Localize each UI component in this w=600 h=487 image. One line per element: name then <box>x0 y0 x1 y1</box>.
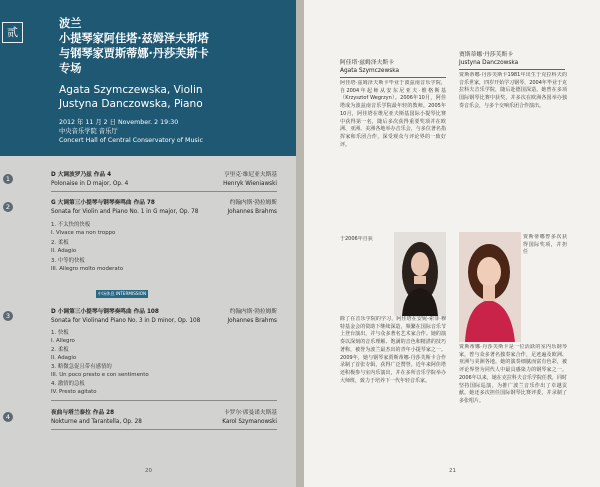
piece-title-en: Polonaise in D major, Op. 4 Henryk Wieniawski <box>51 181 277 187</box>
composer-cn: 约翰内斯·勃拉姆斯 <box>229 309 277 315</box>
biography-page <box>304 0 600 487</box>
composer-en: Henryk Wieniawski <box>223 181 277 187</box>
movement: 3. 中等的快板 <box>51 258 85 264</box>
title-line-1: 波兰 <box>59 17 82 30</box>
program-page <box>0 0 296 487</box>
movement: 3. 略微急促且带有感情的 <box>51 364 112 370</box>
piece-title-cn: G 大调第三小提琴与钢琴奏鸣曲 作品 78 约翰内斯·勃拉姆斯 <box>51 200 277 206</box>
item-number: 4 <box>3 412 13 422</box>
movement: 4. 激情的急板 <box>51 381 85 387</box>
composer-en: Johannes Brahms <box>227 318 277 324</box>
title-line-2: 小提琴家阿佳塔·兹姆泽夫斯塔 <box>59 32 209 45</box>
book-spine <box>296 0 304 487</box>
violinist-portrait-icon <box>394 232 446 316</box>
movement: I. Allegro <box>51 338 75 344</box>
item-number: 2 <box>3 202 13 212</box>
violinist-bio-side: 于2006年自获 <box>340 236 373 242</box>
pianist-name-cn: 贾斯蒂娜·丹莎芙斯卡 <box>459 52 514 58</box>
concert-header <box>0 0 296 156</box>
piece-title-en: Sonata for Violinand Piano No. 3 in D minor, Op. 108 Johannes Brahms <box>51 318 277 324</box>
movement: IV. Presto agitato <box>51 389 97 395</box>
composer-cn: 约翰内斯·勃拉姆斯 <box>229 200 277 206</box>
piece-title-en: Sonata for Violin and Piano No. 1 in G major, Op. 78 Johannes Brahms <box>51 209 277 215</box>
movement: 2. 柔板 <box>51 347 69 353</box>
violinist-name-cn: 阿佳塔·兹姆泽夫斯卡 <box>340 60 395 66</box>
divider <box>51 400 277 401</box>
movement: II. Adagio <box>51 248 77 254</box>
divider <box>459 69 565 70</box>
venue-cn: 中央音乐学院 音乐厅 <box>59 128 118 135</box>
movement: III. Allegro molto moderato <box>51 266 124 272</box>
divider <box>51 191 277 192</box>
movement: II. Adagio <box>51 355 77 361</box>
divider <box>340 77 446 78</box>
composer-cn: 卡罗尔·席曼诺夫斯基 <box>224 410 277 416</box>
divider <box>51 429 277 430</box>
title-line-4: 专场 <box>59 62 82 75</box>
movement: I. Vivace ma non troppo <box>51 230 116 236</box>
intermission-label: 中场休息 INTERMISSION <box>97 291 147 296</box>
violinist-bio-top: 阿佳塔·兹姆泽夫斯卡毕业于波兹南音乐学院，自2004年起师从安东尼亚夫·维格斯基（Krzysztof Wegrzyn）。2006年10月，阿佳塔成为波兹南音乐学院最年轻的教师。2005年10月，阿佳塔在维尼亚夫斯基国际小提琴比赛中获得第一名，随后多次获得重要奖项并在欧洲、亚洲、美洲各地举办音乐会，与多位著名指挥家和乐团合作，深受观众与评论界的一致好评。 <box>340 80 446 148</box>
composer-cn: 亨里克·维尼亚夫斯基 <box>224 172 277 178</box>
page-number: 21 <box>449 468 456 474</box>
pianist-bio-side: 贾斯蒂娜曾多次获得国际奖项，并担任 <box>523 234 567 256</box>
piece-title-cn: D 小调第三小提琴与钢琴奏鸣曲 作品 108 约翰内斯·勃拉姆斯 <box>51 309 277 315</box>
page-number: 20 <box>145 468 152 474</box>
movement: III. Un poco presto e con sentimento <box>51 372 149 378</box>
violinist-photo <box>394 232 446 316</box>
composer-en: Johannes Brahms <box>227 209 277 215</box>
pianist-name-en: Justyna Danczowska <box>459 60 519 66</box>
venue-en: Concert Hall of Central Conservatory of Music <box>59 137 203 144</box>
violinist-name-en: Agata Szymczewska <box>340 68 400 74</box>
item-number: 1 <box>3 174 13 184</box>
pianist-photo <box>459 232 521 342</box>
piece-title-cn: 夜曲与塔兰泰拉 作品 28 卡罗尔·席曼诺夫斯基 <box>51 410 277 416</box>
concert-number-badge: 贰 <box>2 22 23 43</box>
movement: 1. 快板 <box>51 330 69 336</box>
title-line-3: 与钢琴家贾斯蒂娜·丹莎芙斯卡 <box>59 47 209 60</box>
movement: 1. 不太快的快板 <box>51 222 91 228</box>
item-number: 3 <box>3 311 13 321</box>
pianist-bio-top: 贾斯蒂娜·丹莎芙斯卡1981年出生于克拉科夫的音乐世家，四岁开始学习钢琴，2004年毕业于克拉科夫音乐学院，随后赴德国深造。她曾在多项国际钢琴比赛中获奖，并多次在欧洲各国举办独奏音乐会，与多个交响乐团合作演出。 <box>459 72 567 109</box>
piece-title-cn: D 大调波罗乃兹 作品 4 亨里克·维尼亚夫斯基 <box>51 172 277 178</box>
piece-title-en: Nokturne and Tarantella, Op. 28 Karol Szymanowski <box>51 419 277 425</box>
movement: 2. 柔板 <box>51 240 69 246</box>
composer-en: Karol Szymanowski <box>222 419 277 425</box>
violinist-bio-bottom: 除了在音乐学院的学习，阿佳塔在安妮-索菲·穆特基金会的资助下继续深造，频繁在国际音乐节上登台演出，并与众多著名艺术家合作。她的演奏以深刻的音乐理解、饱满的音色和精湛的技巧著称，被誉为波兰最杰出的青年小提琴家之一。2009年，她与钢琴家贾斯蒂娜·丹莎芙斯卡合作录制了首张专辑，获得广泛赞誉。近年来阿佳塔还积极参与室内乐演出，并在多所音乐学院举办大师班，致力于培养下一代年轻音乐家。 <box>340 316 446 384</box>
performer-piano: Justyna Danczowska, Piano <box>59 98 203 110</box>
performer-violin: Agata Szymczewska, Violin <box>59 84 203 96</box>
pianist-portrait-icon <box>459 232 521 342</box>
concert-date: 2012 年 11 月 2 日 November. 2 19:30 <box>59 119 179 126</box>
pianist-bio-bottom: 贾斯蒂娜·丹莎芙斯卡是一位活跃的室内乐钢琴家，曾与众多著名独奏家合作，足迹遍及欧洲、亚洲与美洲各地。她的演奏细腻而富有色彩，被评论界誉为同代人中最具感染力的钢琴家之一。2006年以来，她在克拉科夫音乐学院任教，同时坚持国际巡演，为推广波兰音乐作出了卓越贡献。她还多次担任国际钢琴比赛评委，并录制了多张唱片。 <box>459 344 567 404</box>
